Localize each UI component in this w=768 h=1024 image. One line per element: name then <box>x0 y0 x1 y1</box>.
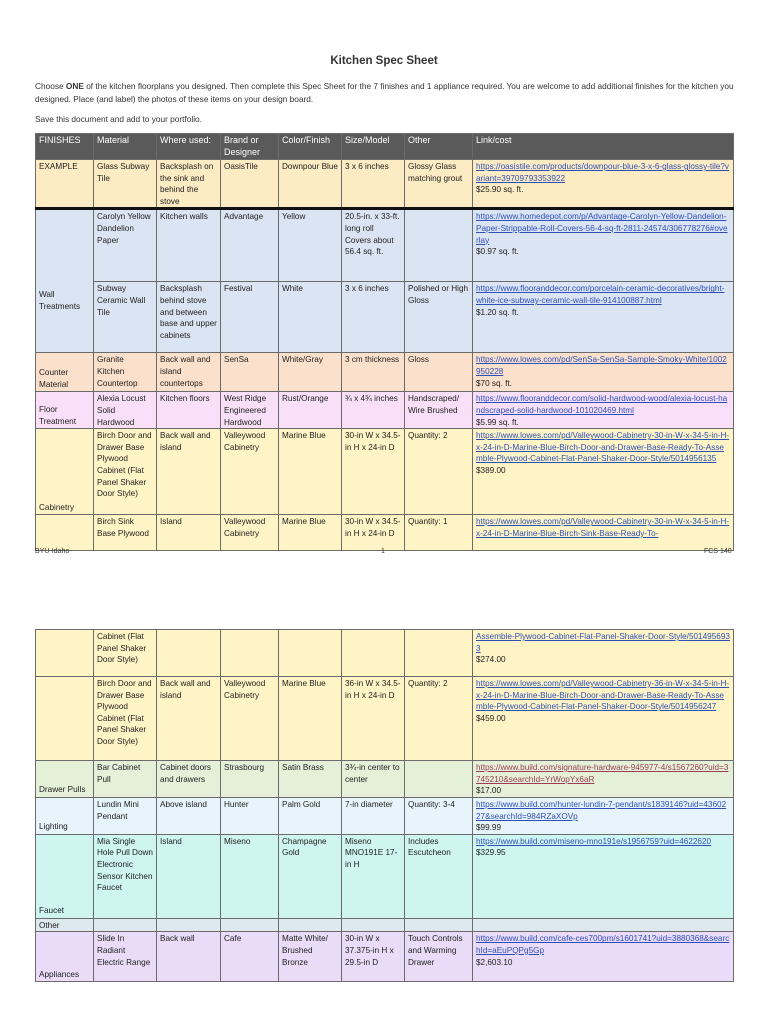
cell-brand: Valleywood Cabinetry <box>221 515 279 551</box>
cell-brand: West Ridge Engineered Hardwood <box>221 392 279 429</box>
save-note: Save this document and add to your portfolio. <box>35 114 202 124</box>
cell-other: Polished or High Gloss <box>405 282 473 353</box>
cell-empty <box>94 918 157 932</box>
cell-link <box>473 160 734 209</box>
section-label: EXAMPLE <box>36 160 94 209</box>
cell-size: 36-in W x 34.5-in H x 24-in D <box>342 677 405 761</box>
cell-other: Handscraped/ Wire Brushed <box>405 392 473 429</box>
cell-material: Mia Single Hole Pull Down Electronic Sensor Kitchen Faucet <box>94 834 157 918</box>
header-size: Size/Model <box>342 134 405 160</box>
table-row-other <box>36 918 734 932</box>
cost: $25.90 sq. ft. <box>476 185 524 195</box>
cell-empty <box>279 918 342 932</box>
cost: $17.00 <box>476 786 502 796</box>
cell-color: White/Gray <box>279 353 342 392</box>
cell-material: Slide In Radiant Electric Range <box>94 932 157 982</box>
section-label: Drawer Pulls <box>36 761 94 798</box>
cell-where: Island <box>157 515 221 551</box>
header-row <box>36 134 734 160</box>
cell-size: Miseno MNO191E 17-in H <box>342 834 405 918</box>
spec-table-page-2 <box>35 629 734 982</box>
cell-where: Back wall and island countertops <box>157 353 221 392</box>
product-link[interactable]: https://www.lowes.com/pd/Valleywood-Cabinetry-36-in-W-x-34-5-in-H-x-24-in-D-Marine-Blue-Birch-Door-and-Drawer-Base-Ready-To-Assemble-Plywood-Cabinet-Flat-Panel-Shaker-Door-Style/5014956247 <box>476 679 730 712</box>
cell-other <box>405 761 473 798</box>
product-link[interactable]: Assemble-Plywood-Cabinet-Flat-Panel-Shaker-Door-Style/5014956933 <box>476 632 730 653</box>
cell-where: Kitchen walls <box>157 209 221 282</box>
section-label: Lighting <box>36 798 94 835</box>
product-link[interactable]: https://www.build.com/miseno-mno191e/s1956759?uid=4622620 <box>476 836 712 846</box>
product-link[interactable]: https://www.build.com/cafe-ces700pm/s1601741?uid=3880368&searchId=aEuPQPg5Gp <box>476 934 730 955</box>
table-row-wall-2 <box>36 282 734 353</box>
cost: $99.99 <box>476 823 502 833</box>
cell-where: Kitchen floors <box>157 392 221 429</box>
product-link[interactable]: https://www.homedepot.com/p/Advantage-Carolyn-Yellow-Dandelion-Paper-Strippable-Roll-Covers-56-4-sq-ft-2811-24574/306778276#overlay <box>476 212 728 245</box>
cost: $5.99 sq. ft. <box>476 417 519 427</box>
table-row-floor <box>36 392 734 429</box>
section-label: Wall Treatments <box>36 209 94 353</box>
cell-brand: Advantage <box>221 209 279 282</box>
header-brand: Brand or Designer <box>221 134 279 160</box>
cell-empty <box>221 918 279 932</box>
cell-link <box>473 677 734 761</box>
cell-material: Birch Sink Base Plywood <box>94 515 157 551</box>
cell-empty <box>342 918 405 932</box>
product-link[interactable]: https://www.build.com/hunter-lundin-7-pendant/s1839146?uid=4360227&searchId=984RZaXOVp <box>476 800 727 821</box>
cell-other: Quantity: 2 <box>405 429 473 515</box>
cell-brand: OasisTile <box>221 160 279 209</box>
cell-other: Touch Controls and Warming Drawer <box>405 932 473 982</box>
section-label-empty <box>36 630 94 677</box>
table-row-appliance <box>36 932 734 982</box>
section-label: Appliances <box>36 932 94 982</box>
cell-color: Marine Blue <box>279 429 342 515</box>
cell-link <box>473 834 734 918</box>
cell-brand: Valleywood Cabinetry <box>221 677 279 761</box>
cell-link <box>473 282 734 353</box>
cell-size: 30-in W x 34.5-in H x 24-in D <box>342 429 405 515</box>
cell-color: Palm Gold <box>279 798 342 835</box>
cell-size: 20.5-in. x 33-ft. long roll Covers about 56.4 sq. ft. <box>342 209 405 282</box>
cell-other <box>405 209 473 282</box>
cell-other: Quantity: 2 <box>405 677 473 761</box>
table-row-counter <box>36 353 734 392</box>
cell-color: Rust/Orange <box>279 392 342 429</box>
cell-color: Downpour Blue <box>279 160 342 209</box>
cell-link <box>473 392 734 429</box>
cell-color: Matte White/ Brushed Bronze <box>279 932 342 982</box>
table-row-cabinet-2 <box>36 515 734 551</box>
table-row-cabinet-2-cont <box>36 630 734 677</box>
header-where: Where used: <box>157 134 221 160</box>
cell-empty <box>473 918 734 932</box>
instructions-post: of the kitchen floorplans you designed. Then complete this Spec Sheet for the 7 finishes and 1 appliance required. You are welcome to add additional finishes for the kitchen you designed. Place (and label) the photos of these items on your design board. <box>35 81 734 104</box>
cell-color: Yellow <box>279 209 342 282</box>
section-label: Other <box>36 918 94 932</box>
cell-other: Quantity: 3-4 <box>405 798 473 835</box>
cell-other <box>405 630 473 677</box>
cell-brand: Miseno <box>221 834 279 918</box>
table-row-drawer-pulls <box>36 761 734 798</box>
cell-color: Satin Brass <box>279 761 342 798</box>
cost: $70 sq. ft. <box>476 378 512 388</box>
cell-link <box>473 630 734 677</box>
cost: $274.00 <box>476 655 506 665</box>
cell-material: Subway Ceramic Wall Tile <box>94 282 157 353</box>
cell-color: Marine Blue <box>279 677 342 761</box>
cell-brand <box>221 630 279 677</box>
cost: $329.95 <box>476 848 506 858</box>
cell-brand: Festival <box>221 282 279 353</box>
cell-material: Birch Door and Drawer Base Plywood Cabinet (Flat Panel Shaker Door Style) <box>94 677 157 761</box>
cell-other: Includes Escutcheon <box>405 834 473 918</box>
section-label: Faucet <box>36 834 94 918</box>
cell-brand: Valleywood Cabinetry <box>221 429 279 515</box>
cell-empty <box>157 918 221 932</box>
cell-brand: Cafe <box>221 932 279 982</box>
cell-color: White <box>279 282 342 353</box>
instructions-emphasis: ONE <box>65 81 84 91</box>
cell-size: 3 x 6 inches <box>342 160 405 209</box>
cost: $1.20 sq. ft. <box>476 307 519 317</box>
section-label: Cabinetry <box>36 429 94 515</box>
cell-material: Carolyn Yellow Dandelion Paper <box>94 209 157 282</box>
table-row-cabinet-1 <box>36 429 734 515</box>
product-link[interactable]: https://www.lowes.com/pd/Valleywood-Cabinetry-30-in-W-x-34-5-in-H-x-24-in-D-Marine-Blue-Birch-Sink-Base-Ready-To- <box>476 517 730 538</box>
cell-where: Back wall <box>157 932 221 982</box>
table-row-lighting <box>36 798 734 835</box>
page-title: Kitchen Spec Sheet <box>330 55 438 67</box>
cell-brand: SenSa <box>221 353 279 392</box>
table-row-wall-1 <box>36 209 734 282</box>
cell-link <box>473 798 734 835</box>
cell-material: Birch Door and Drawer Base Plywood Cabinet (Flat Panel Shaker Door Style) <box>94 429 157 515</box>
cell-size: ¾ x 4¾ inches <box>342 392 405 429</box>
cost: $2,603.10 <box>476 957 513 967</box>
product-link[interactable]: https://www.flooranddecor.com/porcelain-ceramic-decoratives/bright-white-ice-subway-ceramic-wall-tile-914100887.html <box>476 284 725 305</box>
cell-link <box>473 932 734 982</box>
cell-other: Quantity: 1 <box>405 515 473 551</box>
instructions <box>35 80 735 105</box>
cell-other: Glossy Glass matching grout <box>405 160 473 209</box>
table-row-cabinet-3 <box>36 677 734 761</box>
spec-table-page-1 <box>35 133 734 551</box>
cell-link <box>473 209 734 282</box>
section-label-empty <box>36 677 94 761</box>
cell-brand: Strasbourg <box>221 761 279 798</box>
cell-where: Backsplash behind stove and between base and upper cabinets <box>157 282 221 353</box>
cell-size: 3¾-in center to center <box>342 761 405 798</box>
cost: $0.97 sq. ft. <box>476 247 519 257</box>
table-row-example <box>36 160 734 209</box>
cell-where: Cabinet doors and drawers <box>157 761 221 798</box>
cell-size: 30-in W x 34.5-in H x 24-in D <box>342 515 405 551</box>
cell-material: Bar Cabinet Pull <box>94 761 157 798</box>
header-material: Material <box>94 134 157 160</box>
cell-material: Cabinet (Flat Panel Shaker Door Style) <box>94 630 157 677</box>
product-link[interactable]: https://www.flooranddecor.com/solid-hardwood-wood/alexia-locust-handscraped-solid-hardwood-101020469.html <box>476 394 728 415</box>
section-label: Counter Material <box>36 353 94 392</box>
cell-brand: Hunter <box>221 798 279 835</box>
cell-empty <box>405 918 473 932</box>
header-finishes: FINISHES <box>36 134 94 160</box>
cell-material: Alexia Locust Solid Hardwood <box>94 392 157 429</box>
cell-link <box>473 761 734 798</box>
product-link[interactable]: https://www.lowes.com/pd/Valleywood-Cabinetry-30-in-W-x-34-5-in-H-x-24-in-D-Marine-Blue-Birch-Door-and-Drawer-Base-Ready-To-Assemble-Plywood-Cabinet-Flat-Panel-Shaker-Door-Style/5014956135 <box>476 431 730 464</box>
cell-other: Gloss <box>405 353 473 392</box>
cell-where <box>157 630 221 677</box>
cell-size: 3 cm thickness <box>342 353 405 392</box>
cell-link <box>473 515 734 551</box>
cell-where: Above island <box>157 798 221 835</box>
cell-where: Back wall and island <box>157 677 221 761</box>
product-link[interactable]: https://www.build.com/signature-hardware-945977-4/s1567260?uid=3745210&searchId=YrWopYx6aR <box>476 763 729 784</box>
section-label: Floor Treatment <box>36 392 94 429</box>
footer-right: FCS 140 <box>704 548 732 555</box>
cell-color: Champagne Gold <box>279 834 342 918</box>
footer-page-number: 1 <box>381 548 385 555</box>
cell-link <box>473 353 734 392</box>
footer-left: BYU-Idaho <box>35 548 70 555</box>
cell-link <box>473 429 734 515</box>
cell-size: 7-in diameter <box>342 798 405 835</box>
cell-size: 3 x 6 inches <box>342 282 405 353</box>
cell-material: Granite Kitchen Countertop <box>94 353 157 392</box>
product-link[interactable]: https://www.lowes.com/pd/SenSa-SenSa-Sample-Smoky-White/1002950228 <box>476 355 727 376</box>
cost: $389.00 <box>476 465 506 475</box>
header-link: Link/cost <box>473 134 734 160</box>
cell-size: 30-in W x 37.375-in H x 29.5-in D <box>342 932 405 982</box>
cell-where: Backsplash on the sink and behind the stove <box>157 160 221 209</box>
section-label-empty <box>36 515 94 551</box>
header-color: Color/Finish <box>279 134 342 160</box>
product-link[interactable]: https://oasistile.com/products/downpour-blue-3-x-6-glass-glossy-tile?variant=39709793353922 <box>476 162 730 183</box>
cell-where: Island <box>157 834 221 918</box>
table-row-faucet <box>36 834 734 918</box>
cell-material: Lundin Mini Pendant <box>94 798 157 835</box>
cell-color <box>279 630 342 677</box>
instructions-pre: Choose <box>35 81 66 91</box>
cell-material: Glass Subway Tile <box>94 160 157 209</box>
cost: $459.00 <box>476 713 506 723</box>
header-other: Other <box>405 134 473 160</box>
cell-color: Marine Blue <box>279 515 342 551</box>
cell-size <box>342 630 405 677</box>
cell-where: Back wall and island <box>157 429 221 515</box>
